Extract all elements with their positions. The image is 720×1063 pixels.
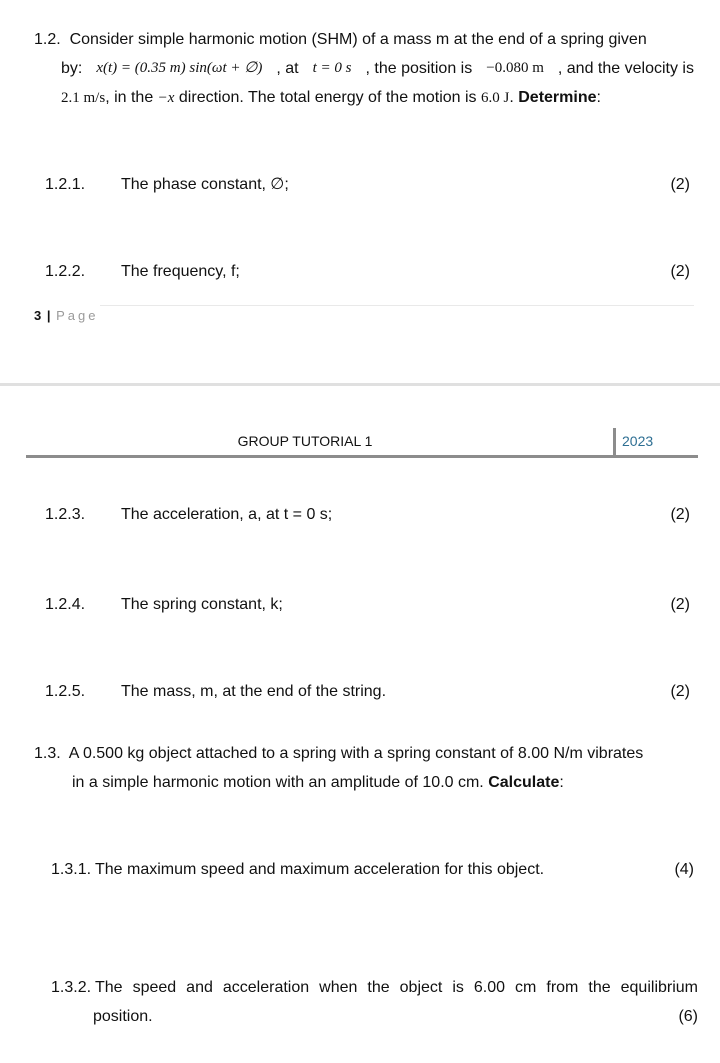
velocity-value: 2.1 m/s — [61, 90, 106, 106]
header-rule — [26, 455, 698, 458]
marks: (4) — [674, 861, 694, 878]
marks: (2) — [670, 176, 690, 193]
header-year: 2023 — [622, 433, 654, 449]
question-1-2-line1 — [34, 25, 694, 54]
sub-question-1-3-1 — [51, 859, 694, 881]
sub-question-1-2-2 — [45, 261, 690, 283]
question-text-cont: in a simple harmonic motion with an amplitude of 10.0 cm. — [72, 774, 484, 791]
marks: (2) — [670, 263, 690, 280]
sub-question-text: The phase constant, ∅; — [121, 176, 289, 193]
header-divider — [613, 428, 616, 455]
velocity-phrase: , and the velocity is — [557, 60, 694, 77]
sub-question-text: The speed and acceleration when the object is 6.00 cm from the equilibrium — [95, 979, 698, 996]
sub-question-text: The spring constant, k; — [121, 596, 283, 613]
sub-question-1-2-4 — [45, 594, 690, 616]
determine-colon: : — [596, 89, 601, 106]
footer-rule — [100, 305, 694, 306]
position-value: −0.080 m — [486, 60, 544, 76]
sub-question-number: 1.2.2. — [45, 263, 86, 280]
marks: (2) — [670, 596, 690, 613]
page-break — [0, 383, 720, 386]
question-text: A 0.500 kg object attached to a spring with a spring constant of 8.00 N/m vibrates — [68, 745, 644, 762]
time-equation: t = 0 s — [312, 60, 352, 76]
question-1-3-line2 — [34, 768, 704, 797]
energy-phrase: direction. The total energy of the motion is — [178, 89, 477, 106]
sub-question-text: The acceleration, a, at t = 0 s; — [121, 506, 333, 523]
position-phrase: , the position is — [365, 60, 473, 77]
question-1-2 — [34, 25, 694, 113]
sub-question-number: 1.3.2. — [51, 979, 92, 996]
displacement-equation: x(t) = (0.35 m) sin(ωt + ∅) — [96, 60, 263, 76]
sub-question-number: 1.2.3. — [45, 506, 86, 523]
sub-question-line1 — [51, 973, 698, 1002]
sub-question-1-2-5 — [45, 681, 690, 703]
question-number: 1.3. — [34, 745, 61, 762]
page-word: Page — [56, 308, 99, 323]
determine-label: Determine — [518, 89, 597, 106]
sub-question-line2 — [51, 1002, 698, 1031]
sub-question-number: 1.2.4. — [45, 596, 86, 613]
question-number: 1.2. — [34, 31, 61, 48]
calculate-colon: : — [559, 774, 564, 791]
page-footer — [34, 308, 98, 323]
question-1-2-line3: 2.1 m/s, in the −x direction. The total energy of the motion is 6.0 J. Determine: — [61, 89, 601, 106]
header-title: GROUP TUTORIAL 1 — [237, 433, 373, 449]
marks: (2) — [670, 506, 690, 523]
direction-phrase: , in the — [105, 89, 154, 106]
calculate-label: Calculate — [488, 774, 560, 791]
question-1-2-line2 — [34, 54, 694, 83]
sub-question-text: The mass, m, at the end of the string. — [121, 683, 387, 700]
sub-question-text-cont: position. — [93, 1008, 153, 1025]
page-separator: | — [42, 308, 57, 323]
question-1-3 — [34, 739, 704, 797]
sub-question-1-2-1 — [45, 174, 690, 196]
page-number: 3 — [34, 308, 43, 323]
question-text: Consider simple harmonic motion (SHM) of a mass m at the end of a spring given — [69, 31, 647, 48]
word-by: by: — [61, 60, 83, 77]
sub-question-number: 1.3.1. — [51, 861, 92, 878]
energy-value: 6.0 J — [481, 90, 510, 106]
sub-question-number: 1.2.1. — [45, 176, 86, 193]
marks: (2) — [670, 683, 690, 700]
sub-question-text: The frequency, f; — [121, 263, 240, 280]
sub-question-1-3-2 — [51, 973, 698, 1031]
marks: (6) — [678, 1008, 698, 1025]
sub-question-number: 1.2.5. — [45, 683, 86, 700]
word-at: , at — [276, 60, 299, 77]
sub-question-text: The maximum speed and maximum acceleration for this object. — [95, 861, 545, 878]
question-1-3-line1 — [34, 739, 704, 768]
direction-value: −x — [157, 90, 175, 106]
sub-question-1-2-3 — [45, 504, 690, 526]
